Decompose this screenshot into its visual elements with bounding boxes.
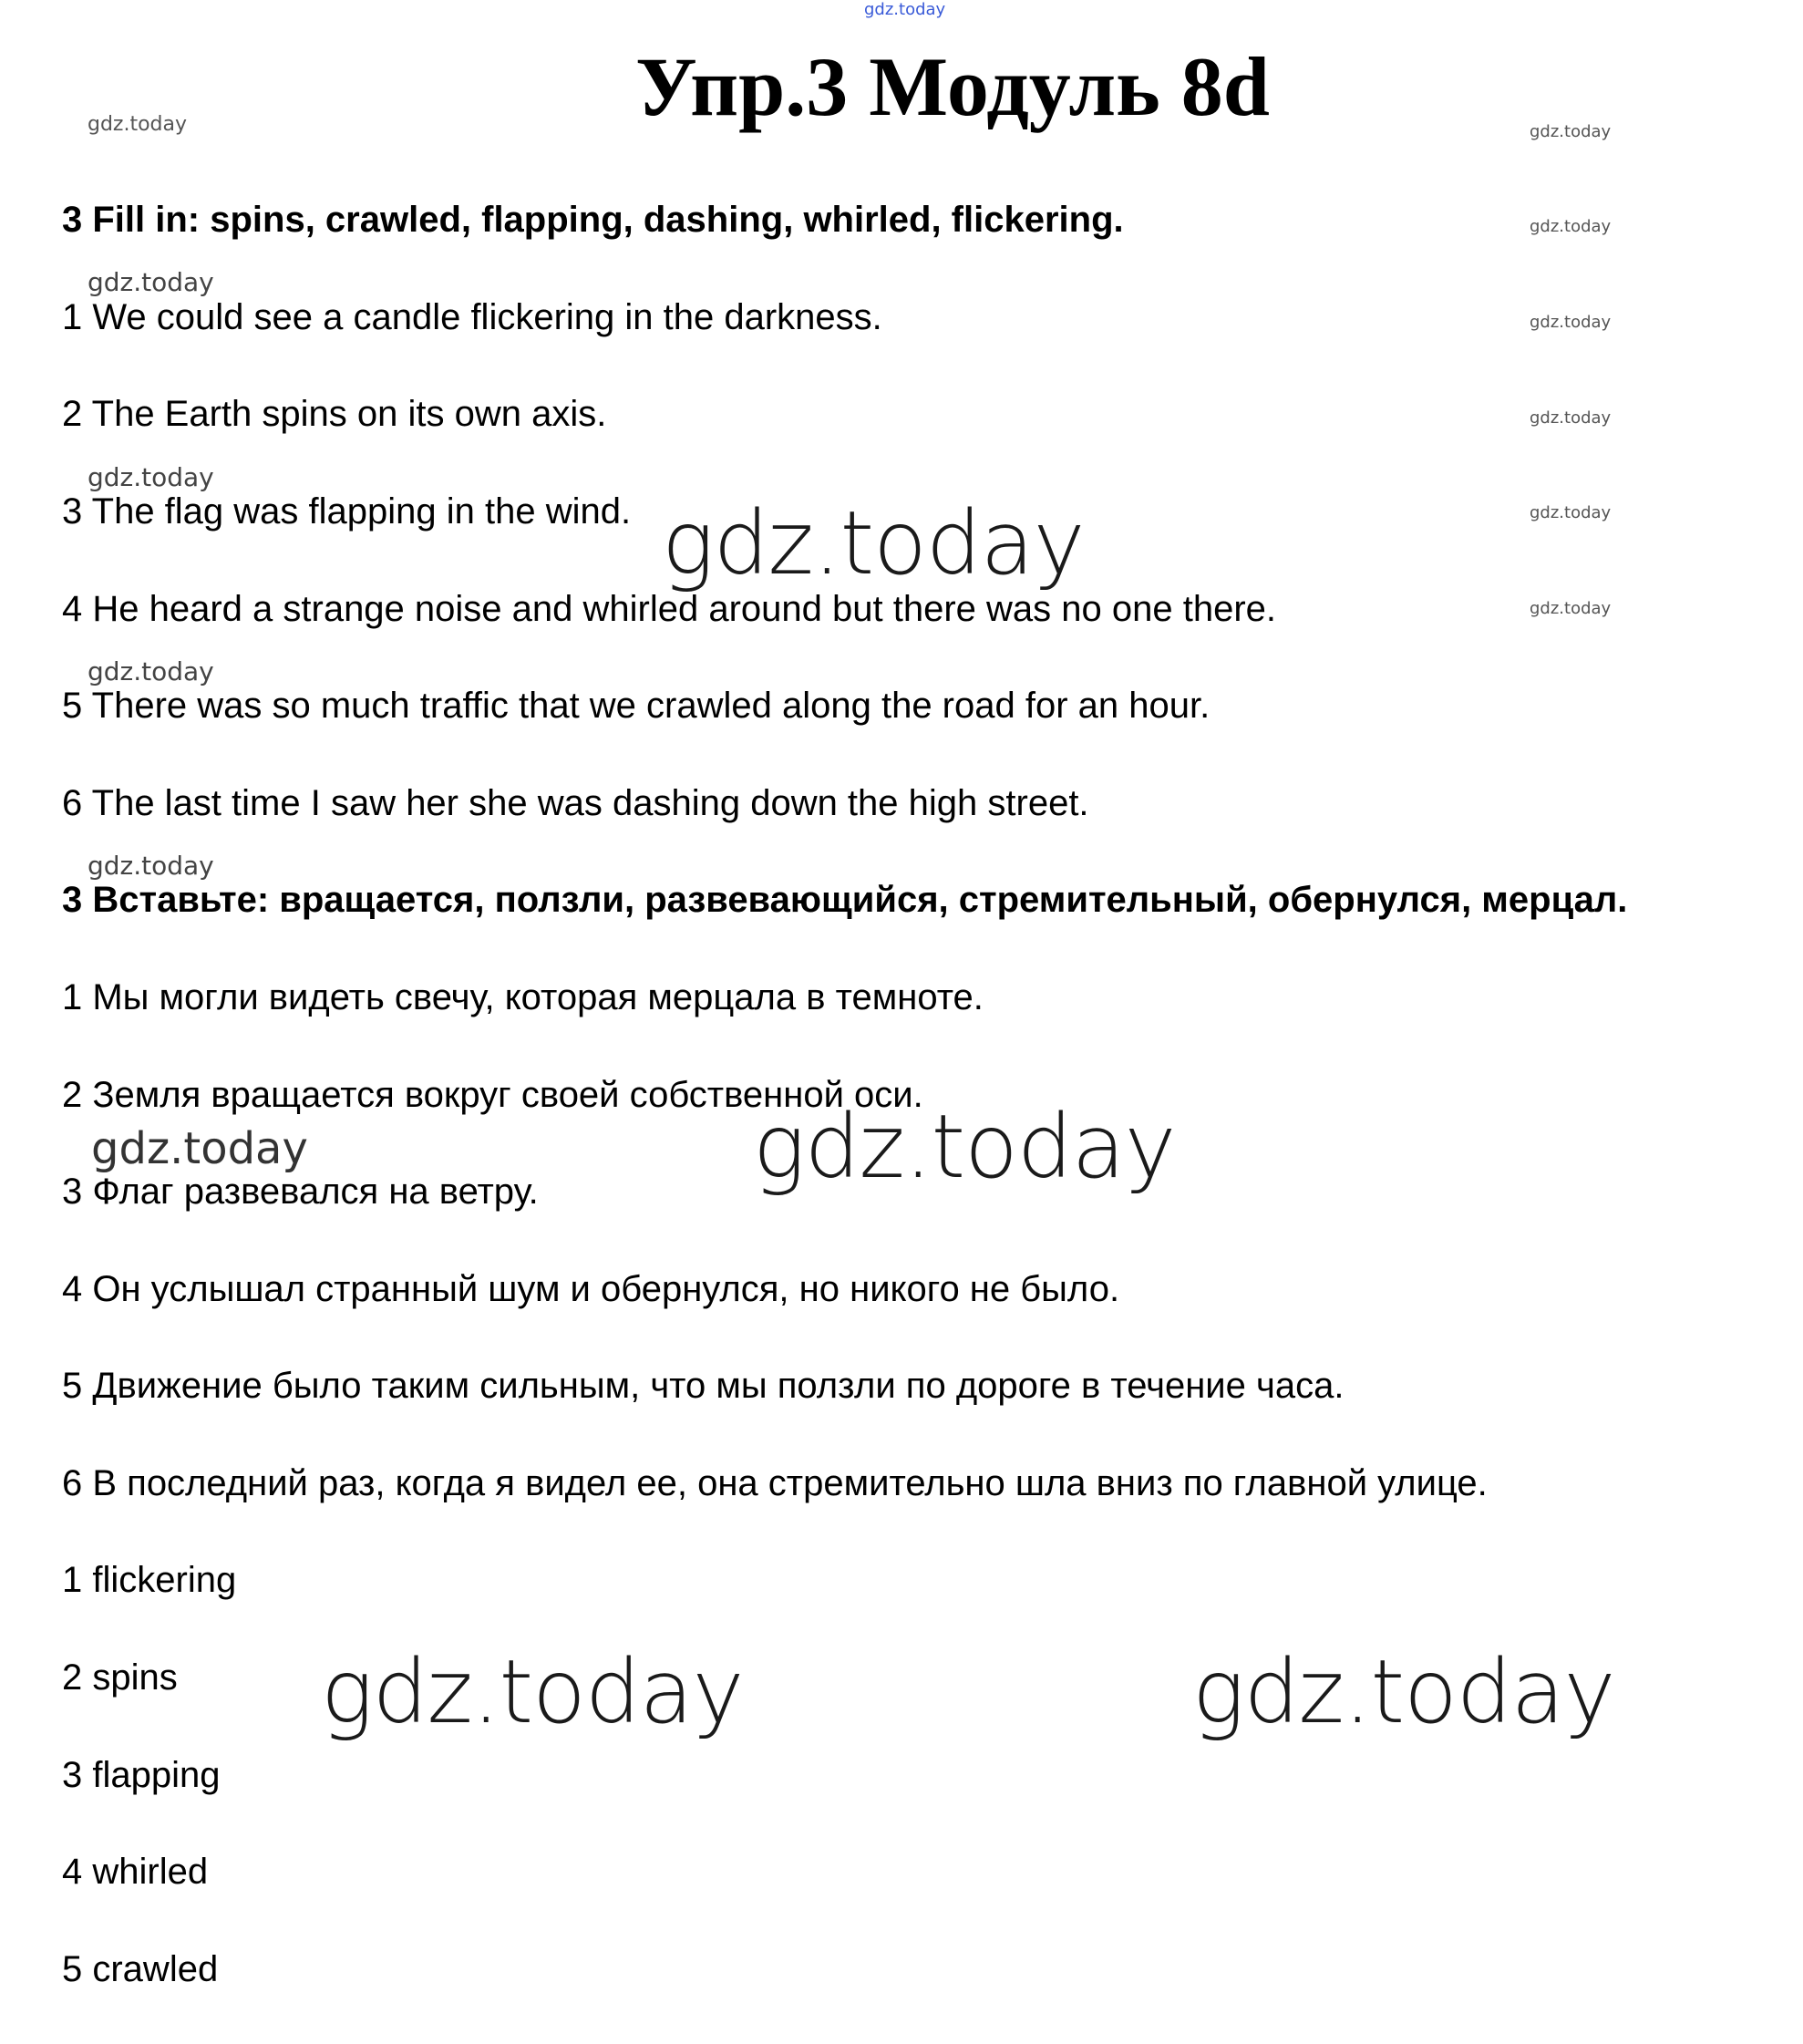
exercise-heading-ru: 3 Вставьте: вращается, ползли, развевающийся, стремительный, обернулся, мерцал. <box>62 880 1628 920</box>
watermark-large-4: gdz.today <box>1192 1641 1615 1743</box>
watermark-left-1: gdz.today <box>88 267 214 297</box>
exercise-item-ru-4: 4 Он услышал странный шум и обернулся, но никого не было. <box>62 1269 1120 1309</box>
exercise-item-en-1: 1 We could see a candle flickering in the darkness. <box>62 297 882 337</box>
exercise-heading-en: 3 Fill in: spins, crawled, flapping, dashing, whirled, flickering. <box>62 200 1124 240</box>
answer-1: 1 flickering <box>62 1560 237 1600</box>
answer-2: 2 spins <box>62 1657 178 1698</box>
exercise-item-ru-2: 2 Земля вращается вокруг своей собственной оси. <box>62 1075 923 1115</box>
watermark-left-small: gdz.today <box>88 113 188 136</box>
exercise-item-en-3: 3 The flag was flapping in the wind. <box>62 491 632 532</box>
watermark-right-4: gdz.today <box>1530 408 1612 428</box>
answer-3: 3 flapping <box>62 1755 221 1795</box>
watermark-right-6: gdz.today <box>1530 599 1612 618</box>
watermark-left-4: gdz.today <box>88 851 214 881</box>
watermark-right-5: gdz.today <box>1530 503 1612 522</box>
watermark-left-2: gdz.today <box>88 462 214 492</box>
watermark-large-3: gdz.today <box>321 1641 744 1743</box>
exercise-item-en-6: 6 The last time I saw her she was dashing down the high street. <box>62 783 1089 823</box>
watermark-large-2: gdz.today <box>753 1096 1176 1198</box>
exercise-item-en-5: 5 There was so much traffic that we crawled along the road for an hour. <box>62 686 1211 726</box>
page-title: Упр.3 Модуль 8d <box>635 40 1270 133</box>
watermark-left-3: gdz.today <box>88 656 214 686</box>
watermark-large-1: gdz.today <box>662 492 1085 594</box>
answer-4: 4 whirled <box>62 1852 209 1892</box>
watermark-top: gdz.today <box>864 0 946 19</box>
exercise-item-ru-5: 5 Движение было таким сильным, что мы ползли по дороге в течение часа. <box>62 1366 1345 1406</box>
watermark-right-3: gdz.today <box>1530 313 1612 332</box>
watermark-right-2: gdz.today <box>1530 217 1612 236</box>
answer-5: 5 crawled <box>62 1949 219 1989</box>
watermark-left-mid: gdz.today <box>91 1123 308 1174</box>
watermark-right-1: gdz.today <box>1530 122 1612 141</box>
exercise-item-ru-3: 3 Флаг развевался на ветру. <box>62 1172 539 1212</box>
exercise-item-en-2: 2 The Earth spins on its own axis. <box>62 394 607 434</box>
exercise-item-ru-6: 6 В последний раз, когда я видел ее, она стремительно шла вниз по главной улице. <box>62 1463 1488 1503</box>
exercise-item-ru-1: 1 Мы могли видеть свечу, которая мерцала в темноте. <box>62 977 984 1017</box>
exercise-item-en-4: 4 He heard a strange noise and whirled around but there was no one there. <box>62 589 1276 629</box>
